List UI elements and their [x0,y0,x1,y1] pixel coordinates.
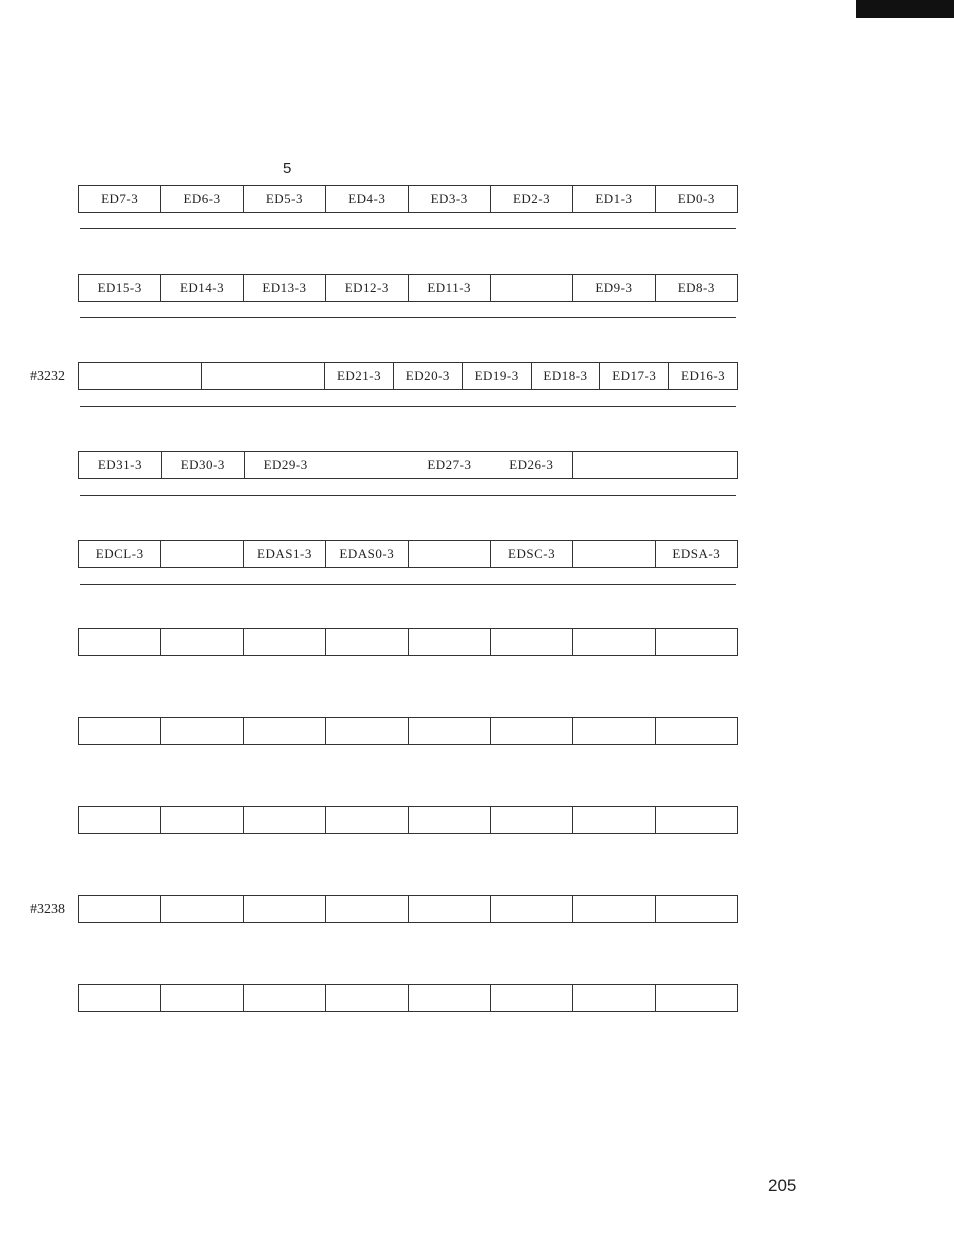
bit-cell [655,452,737,478]
bit-cell [409,985,491,1011]
bit-cell: EDAS1-3 [244,541,326,567]
register-row [78,451,738,479]
bit-cell [656,807,737,833]
bit-cell: ED20-3 [394,363,463,389]
bit-cell [656,629,737,655]
bit-cell: ED18-3 [532,363,601,389]
bit-cell: ED7-3 [79,186,161,212]
bit-cell [161,718,243,744]
bit-cell: EDCL-3 [79,541,161,567]
bit-cell [491,807,573,833]
bit-cell: ED27-3 [427,457,472,472]
bit-cell [573,985,655,1011]
register-row [78,274,738,302]
bit-cell: ED2-3 [491,186,573,212]
bit-cell [161,807,243,833]
bit-cell [244,629,326,655]
bit-cell: ED5-3 [244,186,326,212]
bit-cell: ED9-3 [573,275,655,301]
parameter-number: #3232 [30,369,65,384]
bit-cell [161,985,243,1011]
register-row [78,628,738,656]
bit-cell [656,985,737,1011]
bit-cell: ED16-3 [681,368,726,383]
register-row [78,717,738,745]
bit-cell: ED21-3 [325,363,394,389]
divider [80,584,736,585]
bit-cell: ED12-3 [326,275,408,301]
bit-cell: ED17-3 [600,363,669,389]
bit-cell [326,985,408,1011]
bit-cell [79,718,161,744]
bit-cell [326,807,408,833]
register-row [78,540,738,568]
divider [80,495,736,496]
bit-cell [409,629,491,655]
bit-cell [491,985,573,1011]
bit-cell: ED31-3 [79,452,162,478]
bit-cell [573,896,655,922]
corner-mark [856,0,954,18]
register-row [78,984,738,1012]
bit-cell [573,541,655,567]
bit-cell [409,718,491,744]
bit-cell: ED6-3 [161,186,243,212]
bit-cell [491,718,573,744]
bit-cell [491,275,573,301]
bit-cell: ED26-3 [490,452,573,478]
register-row [78,895,738,923]
bit-cell [326,718,408,744]
bit-cell [161,541,243,567]
bit-cell [491,896,573,922]
bit-label: 5 [283,160,292,177]
bit-cell [79,629,161,655]
bit-cell: ED8-3 [677,280,715,295]
bit-cell [409,896,491,922]
register-row [78,806,738,834]
bit-cell [161,896,243,922]
bit-cell [573,452,655,478]
divider [80,228,736,229]
bit-cell [244,807,326,833]
bit-cell [79,985,161,1011]
page-number: 205 [768,1176,797,1195]
bit-cell: ED15-3 [79,275,161,301]
bit-cell: ED4-3 [326,186,408,212]
bit-cell [79,807,161,833]
bit-cell [656,718,737,744]
bit-cell [573,629,655,655]
bit-cell: ED30-3 [162,452,245,478]
bit-cell [161,629,243,655]
bit-cell [244,985,326,1011]
bit-cell: ED29-3 [263,457,308,472]
bit-cell [573,718,655,744]
bit-cell [202,363,325,389]
bit-cell: ED3-3 [409,186,491,212]
bit-cell [409,541,491,567]
bit-cell [326,629,408,655]
bit-cell: EDSA-3 [672,546,721,561]
bit-cell: ED1-3 [573,186,655,212]
bit-cell: ED14-3 [161,275,243,301]
bit-cell [244,718,326,744]
register-row [78,185,738,213]
divider [80,317,736,318]
bit-cell [79,363,202,389]
bit-cell: ED0-3 [677,191,715,206]
parameter-number: #3238 [30,902,65,917]
bit-cell [327,452,409,478]
bit-cell [244,896,326,922]
bit-cell: ED11-3 [409,275,491,301]
bit-cell: EDSC-3 [491,541,573,567]
divider [80,406,736,407]
bit-cell: ED13-3 [244,275,326,301]
bit-cell [326,896,408,922]
bit-cell [79,896,161,922]
bit-cell: EDAS0-3 [326,541,408,567]
bit-cell [573,807,655,833]
bit-cell [656,896,737,922]
bit-cell: ED19-3 [463,363,532,389]
bit-cell [491,629,573,655]
register-row [78,362,738,390]
bit-cell [409,807,491,833]
